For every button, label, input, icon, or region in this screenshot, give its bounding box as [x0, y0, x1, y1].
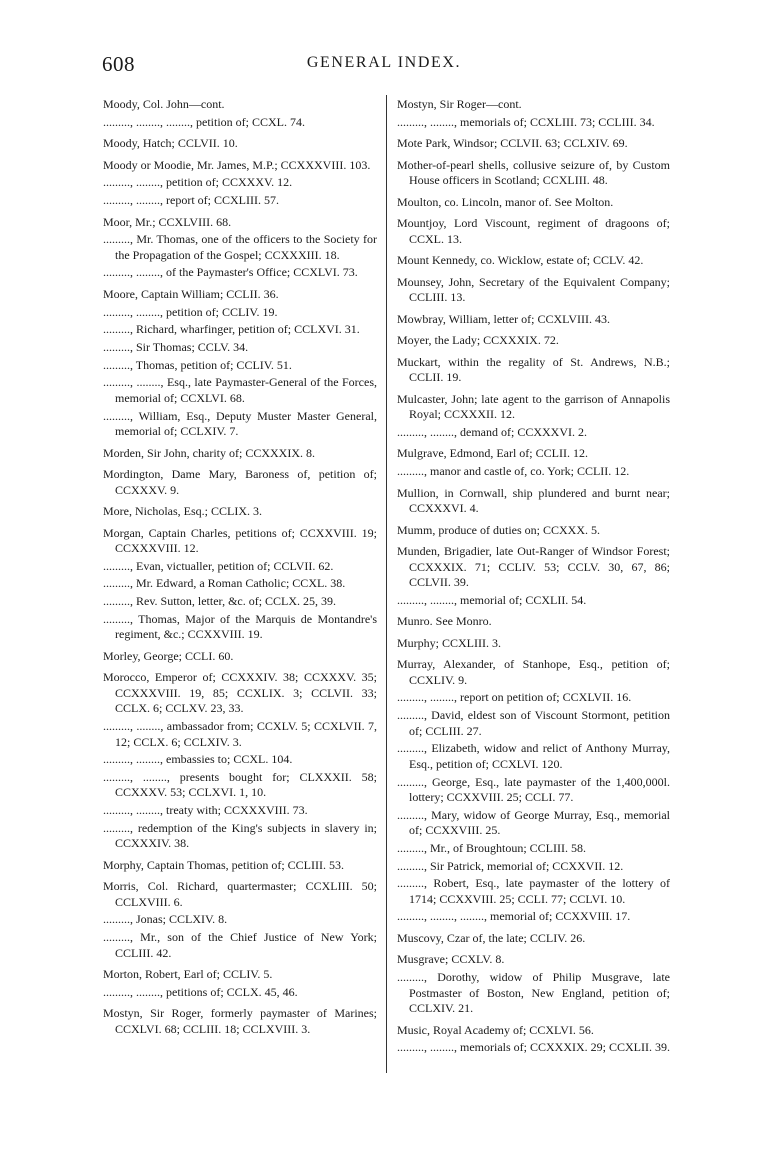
index-entry: Mounsey, John, Secretary of the Equivalent Company; CCLIII. 13. — [397, 274, 670, 305]
index-entry: Munro. See Monro. — [397, 614, 492, 629]
index-entry: ........., ........, petition of; CCLIV. 19. — [103, 304, 278, 319]
index-entry: ........., ........, presents bought for; CLXXXII. 58; CCXXXV. 53; CCLXVI. 1, 10. — [103, 769, 377, 800]
index-entry: Mowbray, William, letter of; CCXLVIII. 43. — [397, 311, 611, 326]
index-entry: ........., ........, petitions of; CCLX. 45, 46. — [103, 984, 298, 999]
index-entry: ........., ........, Esq., late Paymaster-General of the Forces, memorial of; CCXLVI. 68. — [103, 375, 377, 405]
index-entry: Mumm, produce of duties on; CCXXX. 5. — [397, 522, 600, 537]
index-entry: Mostyn, Sir Roger, formerly paymaster of Marines; CCXLVI. 68; CCLIII. 18; CCLXVIII. 3. — [103, 1006, 377, 1036]
index-entry: Murphy; CCXLIII. 3. — [397, 635, 501, 650]
index-entry: ........., Dorothy, widow of Philip Musgrave, late Postmaster of Boston, New England, petition of; CCLXIV. 21. — [397, 970, 670, 1016]
index-entry: ........., manor and castle of, co. York; CCLII. 12. — [397, 464, 630, 479]
index-entry: ........., Thomas, Major of the Marquis de Montandre's regiment, &c.; CCXXVIII. 19. — [103, 611, 377, 642]
index-entry: Murray, Alexander, of Stanhope, Esq., petition of; CCXLIV. 9. — [397, 657, 670, 687]
index-entry: ........., redemption of the King's subjects in slavery in; CCXXXIV. 38. — [103, 820, 377, 851]
index-entry: ........., ........, report of; CCXLIII. 57. — [103, 193, 279, 208]
index-entry: Mordington, Dame Mary, Baroness of, petition of; CCXXXV. 9. — [103, 467, 377, 497]
index-entry: ........., Mr., of Broughtoun; CCLIII. 58. — [397, 840, 586, 855]
index-entry: ........., Sir Patrick, memorial of; CCXXVII. 12. — [397, 858, 624, 873]
index-entry: ........., Mary, widow of George Murray, Esq., memorial of; CCXXVIII. 25. — [397, 807, 670, 838]
index-column-right — [397, 97, 670, 1058]
index-entry: Mount Kennedy, co. Wicklow, estate of; CCLV. 42. — [397, 253, 644, 268]
index-entry: ........., Elizabeth, widow and relict of Anthony Murray, Esq., petition of; CCXLVI. 120. — [397, 741, 670, 771]
index-entry: Moulton, co. Lincoln, manor of. See Molton. — [397, 194, 614, 209]
index-entry: ........., William, Esq., Deputy Muster Master General, memorial of; CCLXIV. 7. — [103, 408, 377, 439]
index-entry: Morton, Robert, Earl of; CCLIV. 5. — [103, 967, 273, 982]
index-entry: Mountjoy, Lord Viscount, regiment of dragoons of; CCXL. 13. — [397, 216, 670, 246]
page-title: GENERAL INDEX. — [306, 54, 462, 71]
index-entry: ........., ........, report on petition of; CCXLVII. 16. — [397, 690, 632, 705]
index-entry: ........., Richard, wharfinger, petition of; CCLXVI. 31. — [103, 322, 360, 337]
index-entry: ........., ........, ambassador from; CCXLV. 5; CCXLVII. 7, 12; CCLX. 6; CCLXIV. 3. — [103, 719, 377, 749]
index-entry: ........., George, Esq., late paymaster of the 1,400,000l. lottery; CCXXVIII. 25; CCLI. 77. — [397, 774, 670, 804]
index-entry: Morley, George; CCLI. 60. — [103, 648, 234, 663]
index-entry: ........., ........, ........, petition of; CCXL. 74. — [103, 114, 305, 129]
index-entry: ........., ........, memorials of; CCXLIII. 73; CCLIII. 34. — [397, 114, 655, 129]
index-entry: Morgan, Captain Charles, petitions of; CCXXVIII. 19; CCXXXVIII. 12. — [103, 525, 377, 556]
index-entry: Mostyn, Sir Roger—cont. — [397, 97, 522, 111]
index-entry: Moody, Hatch; CCLVII. 10. — [103, 136, 238, 151]
index-entry: ........., David, eldest son of Viscount Stormont, petition of; CCLIII. 27. — [397, 708, 670, 738]
index-entry: ........., ........, ........, memorial of; CCXXVIII. 17. — [397, 909, 631, 924]
index-entry: Moyer, the Lady; CCXXXIX. 72. — [397, 333, 559, 348]
index-column-left — [103, 97, 377, 1040]
index-entry: Mulgrave, Edmond, Earl of; CCLII. 12. — [397, 446, 588, 461]
index-entry: Morphy, Captain Thomas, petition of; CCLIII. 53. — [103, 857, 344, 872]
index-entry: ........., ........, demand of; CCXXXVI. 2. — [397, 424, 587, 439]
index-entry: Moody, Col. John—cont. — [103, 97, 225, 111]
index-entry: Mote Park, Windsor; CCLVII. 63; CCLXIV. 69. — [397, 136, 628, 151]
index-entry: Morocco, Emperor of; CCXXXIV. 38; CCXXXV. 35; CCXXXVIII. 19, 85; CCXLIX. 3; CCLVII. 33; CCLX. 6; CCLXV. 23, 33. — [103, 670, 377, 716]
index-entry: ........., Jonas; CCLXIV. 8. — [103, 912, 228, 927]
index-entry: Moody or Moodie, Mr. James, M.P.; CCXXXVIII. 103. — [103, 157, 371, 172]
index-entry: Mother-of-pearl shells, collusive seizure of, by Custom House officers in Scotland; CCXLIII. 48. — [397, 157, 670, 188]
index-entry: ........., ........, embassies to; CCXL. 104. — [103, 752, 293, 767]
index-entry: Muckart, within the regality of St. Andrews, N.B.; CCLII. 19. — [397, 354, 670, 385]
index-entry: Moor, Mr.; CCXLVIII. 68. — [103, 214, 232, 229]
index-entry: ........., Mr. Thomas, one of the officers to the Society for the Propagation of the Gospel; CCXXXIII. 18. — [103, 232, 377, 262]
index-entry: ........., Mr., son of the Chief Justice of New York; CCLIII. 42. — [103, 930, 377, 960]
index-entry: ........., Mr. Edward, a Roman Catholic; CCXL. 38. — [103, 576, 346, 591]
index-entry: Muscovy, Czar of, the late; CCLIV. 26. — [397, 930, 586, 945]
index-entry: Music, Royal Academy of; CCXLVI. 56. — [397, 1022, 594, 1037]
index-entry: ........., Sir Thomas; CCLV. 34. — [103, 340, 249, 354]
index-entry: Morris, Col. Richard, quartermaster; CCXLIII. 50; CCLXVIII. 6. — [103, 879, 377, 909]
index-entry: ........., ........, petition of; CCXXXV. 12. — [103, 175, 293, 190]
index-entry: More, Nicholas, Esq.; CCLIX. 3. — [103, 504, 262, 519]
index-entry: Mulcaster, John; late agent to the garrison of Annapolis Royal; CCXXXII. 12. — [397, 391, 670, 422]
index-entry: Musgrave; CCXLV. 8. — [397, 952, 505, 967]
index-entry: ........., Evan, victualler, petition of; CCLVII. 62. — [103, 558, 334, 573]
index-entry: ........., Rev. Sutton, letter, &c. of; CCLX. 25, 39. — [103, 594, 337, 609]
index-entry: Mullion, in Cornwall, ship plundered and burnt near; CCXXXVI. 4. — [397, 485, 670, 516]
index-entry: ........., Thomas, petition of; CCLIV. 51. — [103, 357, 292, 372]
index-entry: ........., ........, of the Paymaster's Office; CCXLVI. 73. — [103, 265, 358, 280]
index-entry: Moore, Captain William; CCLII. 36. — [103, 286, 279, 301]
page-number: 608 — [102, 52, 135, 76]
index-entry: ........., Robert, Esq., late paymaster of the lottery of 1714; CCXXVIII. 25; CCLI. 77; CCLVI. 10. — [397, 876, 670, 906]
index-entry: Munden, Brigadier, late Out-Ranger of Windsor Forest; CCXXXIX. 71; CCLIV. 53; CCLV. 30, 67, 86; CCLVII. 39. — [397, 544, 670, 590]
index-entry: ........., ........, memorial of; CCXLII. 54. — [397, 592, 587, 607]
column-divider — [386, 95, 387, 1073]
index-entry: Morden, Sir John, charity of; CCXXXIX. 8. — [103, 445, 315, 460]
index-entry: ........., ........, treaty with; CCXXXVIII. 73. — [103, 803, 308, 818]
index-entry: ........., ........, memorials of; CCXXXIX. 29; CCXLII. 39. — [397, 1040, 670, 1055]
